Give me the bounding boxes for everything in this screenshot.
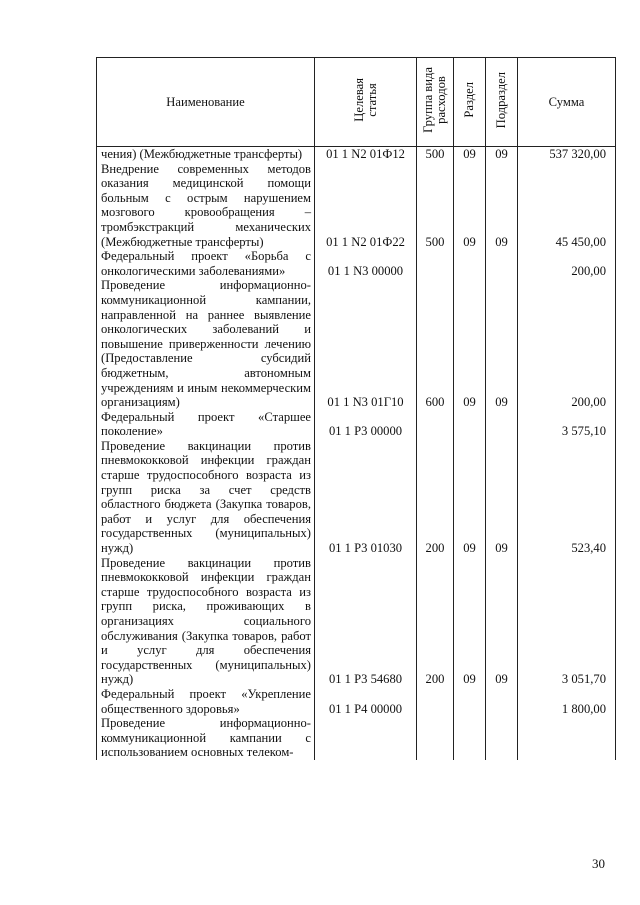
- row-amount: 200,00: [518, 249, 616, 278]
- header-subsection: [486, 58, 518, 147]
- row-name: Проведение информационно-коммуникационной кампании, направленной на раннее выявление онкологических заболеваний и повышение приверженности лечению (Предоставление субсидий бюджетным, автономным учреждениям и иным некоммерческим организациям): [97, 278, 315, 409]
- row-section: 09: [454, 439, 486, 556]
- row-subsection: 09: [486, 162, 518, 250]
- row-target-article: 01 1 N3 01Г10: [315, 278, 417, 409]
- table-row: [97, 249, 616, 278]
- row-subsection: 09: [486, 147, 518, 162]
- row-name: Проведение вакцинации против пневмококковой инфекции граждан старше трудоспособного возраста из групп риска за счет средств областного бюджета (Закупка товаров, работ и услуг для обеспечения государственных (муниципальных) нужд): [97, 439, 315, 556]
- row-subsection: [486, 410, 518, 439]
- row-subsection: [486, 687, 518, 716]
- table-body: [97, 147, 616, 760]
- row-name: Федеральный проект «Укрепление общественного здоровья»: [97, 687, 315, 716]
- row-subsection: [486, 716, 518, 760]
- row-target-article: 01 1 N2 01Ф22: [315, 162, 417, 250]
- row-section: 09: [454, 162, 486, 250]
- row-section: [454, 716, 486, 760]
- row-section: [454, 687, 486, 716]
- row-amount: 537 320,00: [518, 147, 616, 162]
- row-expense-group: 500: [417, 162, 454, 250]
- header-section-text: Раздел: [462, 82, 476, 119]
- table-header: [97, 58, 616, 147]
- row-amount: [518, 716, 616, 760]
- table-row: [97, 410, 616, 439]
- header-expense-group: [417, 58, 454, 147]
- row-section: 09: [454, 278, 486, 409]
- row-amount: 523,40: [518, 439, 616, 556]
- table-row: [97, 439, 616, 556]
- table-row: [97, 687, 616, 716]
- budget-table: [96, 57, 616, 760]
- row-expense-group: [417, 410, 454, 439]
- header-amount: Сумма: [518, 58, 616, 147]
- row-target-article: 01 1 P3 00000: [315, 410, 417, 439]
- row-subsection: 09: [486, 556, 518, 687]
- row-subsection: 09: [486, 278, 518, 409]
- row-expense-group: [417, 687, 454, 716]
- row-section: [454, 410, 486, 439]
- row-amount: 1 800,00: [518, 687, 616, 716]
- row-section: [454, 249, 486, 278]
- row-name: Проведение вакцинации против пневмококковой инфекции граждан старше трудоспособного возраста из групп риска, проживающих в организациях социального обслуживания (Закупка товаров, работ и услуг для обеспечения государственных (муниципальных) нужд): [97, 556, 315, 687]
- row-amount: 45 450,00: [518, 162, 616, 250]
- table-row: [97, 716, 616, 760]
- row-amount: 3 575,10: [518, 410, 616, 439]
- row-target-article: 01 1 P4 00000: [315, 687, 417, 716]
- row-amount: 200,00: [518, 278, 616, 409]
- row-expense-group: 500: [417, 147, 454, 162]
- row-subsection: [486, 249, 518, 278]
- row-target-article: 01 1 P3 54680: [315, 556, 417, 687]
- table-row: [97, 162, 616, 250]
- table-row: [97, 278, 616, 409]
- table-row: [97, 147, 616, 162]
- row-expense-group: 200: [417, 439, 454, 556]
- row-section: 09: [454, 556, 486, 687]
- row-expense-group: [417, 716, 454, 760]
- row-amount: 3 051,70: [518, 556, 616, 687]
- row-name: Проведение информационно-коммуникационной кампании с использованием основных телеком-: [97, 716, 315, 760]
- header-target-article-text: Целевая статья: [351, 78, 379, 123]
- row-expense-group: 600: [417, 278, 454, 409]
- row-name: Внедрение современных методов оказания медицинской помощи больным с острым нарушением мозгового кровообращения – тромбэкстракций механических (Межбюджетные трансферты): [97, 162, 315, 250]
- row-target-article: 01 1 P3 01030: [315, 439, 417, 556]
- table-row: [97, 556, 616, 687]
- row-expense-group: [417, 249, 454, 278]
- row-target-article: 01 1 N2 01Ф12: [315, 147, 417, 162]
- header-name: Наименование: [97, 58, 315, 147]
- header-subsection-text: Подраздел: [494, 72, 508, 129]
- row-subsection: 09: [486, 439, 518, 556]
- row-expense-group: 200: [417, 556, 454, 687]
- header-section: [454, 58, 486, 147]
- row-target-article: 01 1 N3 00000: [315, 249, 417, 278]
- page-number: 30: [592, 856, 605, 871]
- row-name: Федеральный проект «Борьба с онкологическими заболеваниями»: [97, 249, 315, 278]
- row-section: 09: [454, 147, 486, 162]
- header-expense-group-text: Группа вида расходов: [421, 67, 448, 134]
- row-target-article: [315, 716, 417, 760]
- row-name: Федеральный проект «Старшее поколение»: [97, 410, 315, 439]
- row-name: чения) (Межбюджетные трансферты): [97, 147, 315, 162]
- header-target-article: [315, 58, 417, 147]
